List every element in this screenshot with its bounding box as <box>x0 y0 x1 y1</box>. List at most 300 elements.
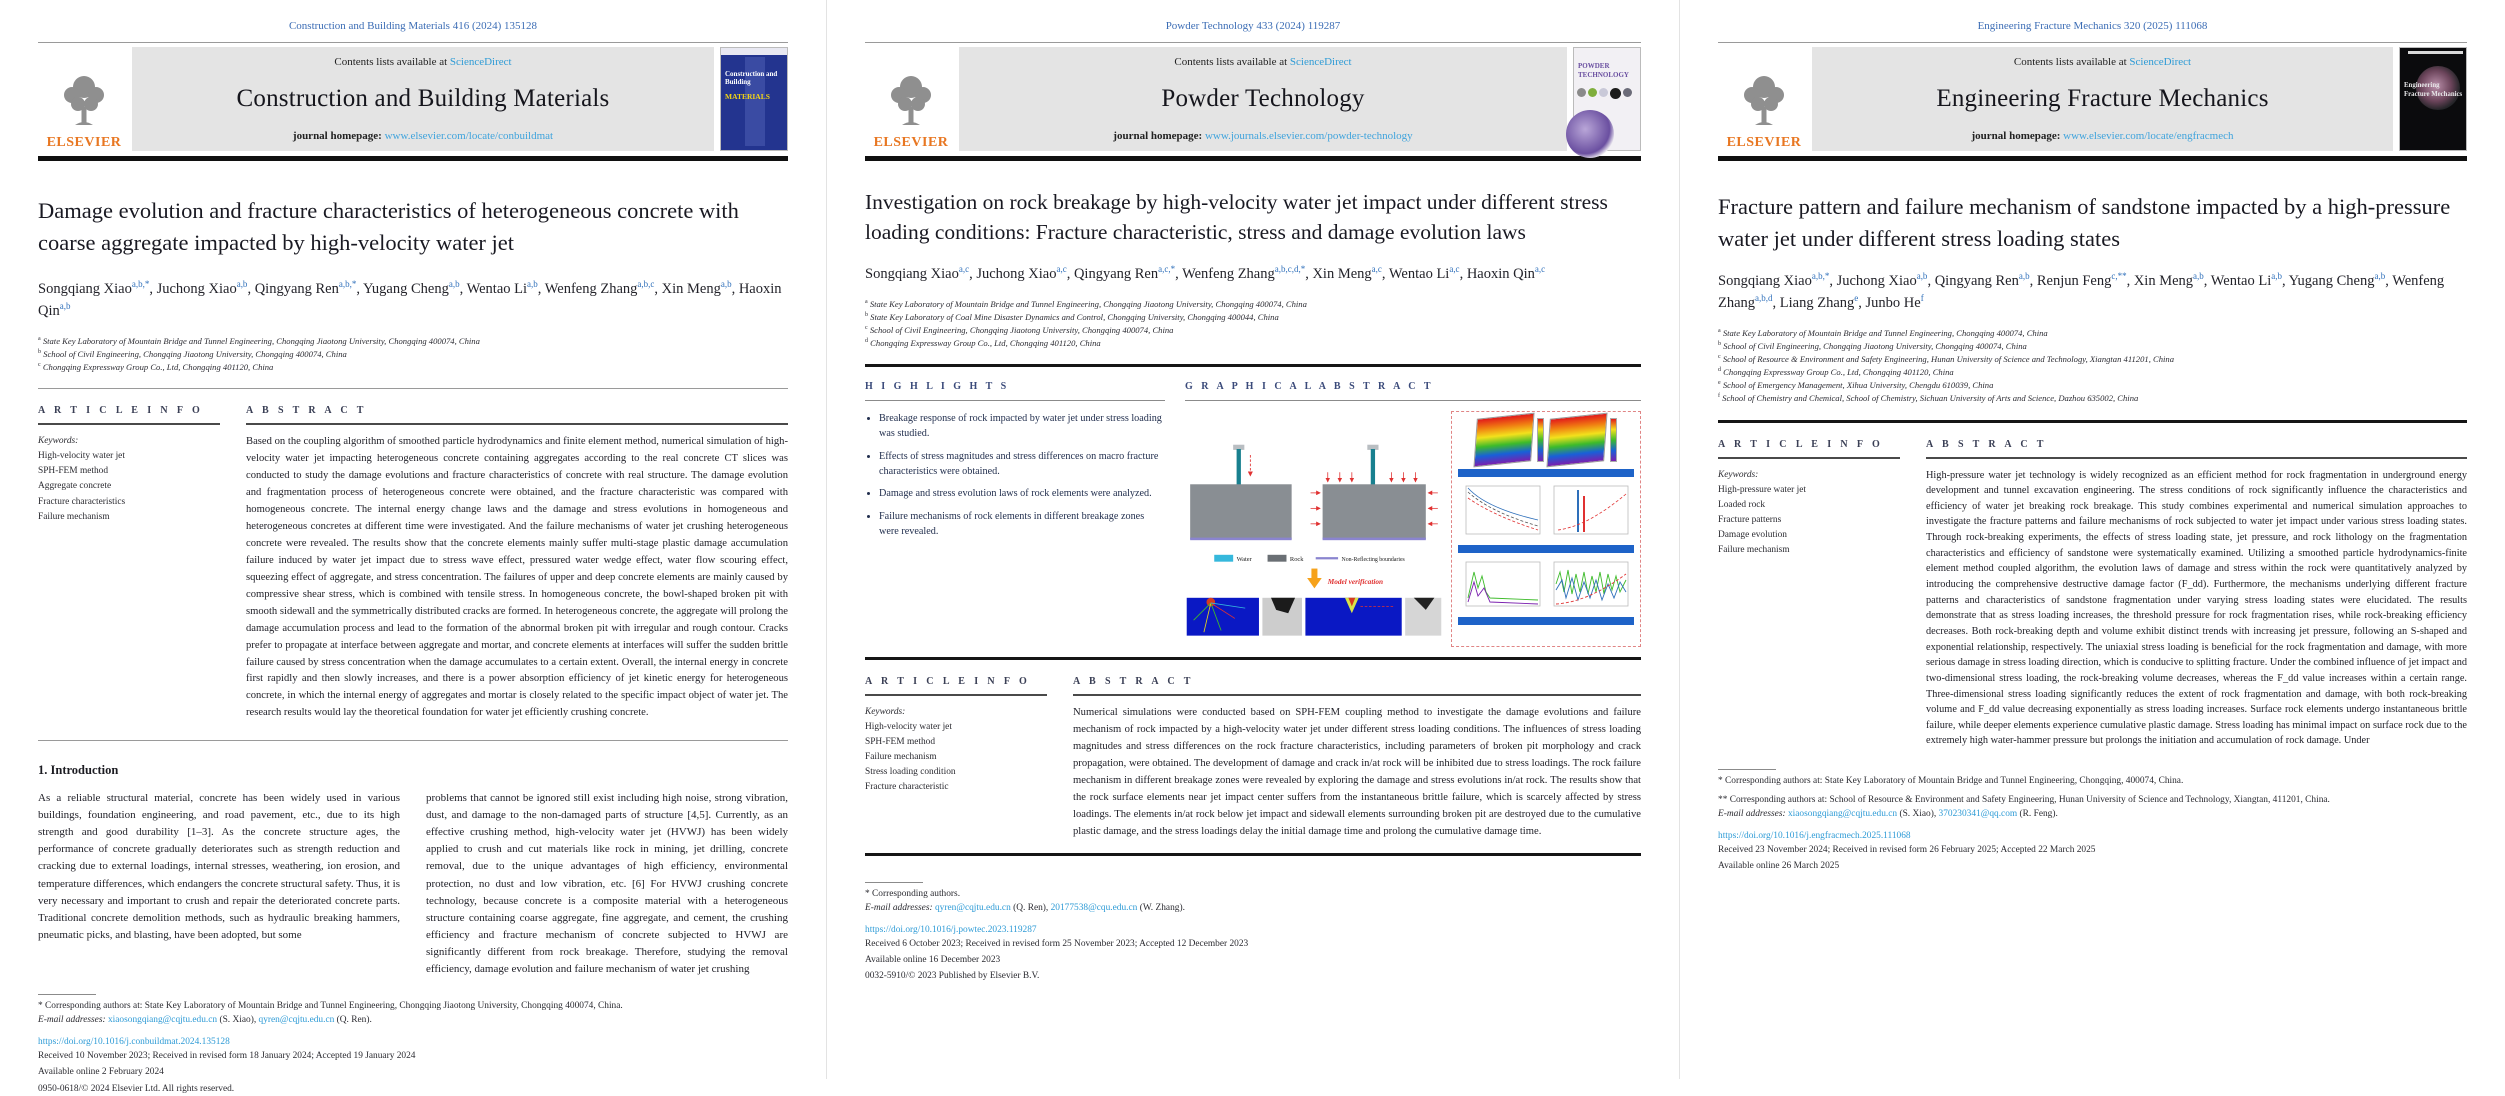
affiliation-text: Chongqing Expressway Group Co., Ltd, Chongqing 401120, China <box>870 337 1101 348</box>
cover-particle-row <box>1577 88 1632 99</box>
author-name: Junbo He <box>1865 295 1921 312</box>
highlight-item: • Failure mechanisms of rock elements in different breakage zones were revealed. <box>879 509 1165 540</box>
corresponding-author-note: * Corresponding authors at: State Key Laboratory of Mountain Bridge and Tunnel Engineering, Chongqing Jiaotong University, Chongqing 400074, China. <box>38 1000 623 1011</box>
abstract-heading: A B S T R A C T <box>246 405 367 417</box>
section-divider <box>38 740 788 741</box>
paper-page-conbuildmat <box>0 0 826 1094</box>
keywords-list <box>38 449 220 524</box>
keyword: Failure mechanism <box>38 511 110 522</box>
elsevier-wordmark: ELSEVIER <box>46 135 122 150</box>
available-online: Available online 2 February 2024 <box>38 1067 164 1078</box>
footnote-notes <box>38 999 788 1014</box>
article-info-abstract-row <box>865 676 1641 841</box>
author <box>1467 266 1545 282</box>
elsevier-logo <box>1718 45 1810 153</box>
affiliation-text: School of Emergency Management, Xihua University, Chengdu 610039, China <box>1722 380 1994 391</box>
author-affiliation-sup: a,b,* <box>338 279 357 289</box>
line-charts-row <box>1456 482 1636 540</box>
result-charts-panel <box>1451 411 1641 647</box>
legend-water-label: Water <box>1236 555 1252 563</box>
keyword: High-pressure water jet <box>1718 484 1806 495</box>
graphical-abstract-body <box>1185 411 1641 647</box>
keywords-list <box>865 720 1047 795</box>
colorbar <box>1537 418 1544 462</box>
affiliation-text: Chongqing Expressway Group Co., Ltd, Chongqing 401120, China <box>1723 367 1954 378</box>
affiliation-sup: f <box>1718 393 1721 400</box>
abstract-heading: A B S T R A C T <box>1073 676 1194 688</box>
author-affiliation-sup: a,b <box>2374 271 2386 281</box>
author-name: Liang Zhang <box>1779 295 1855 312</box>
keywords-block <box>865 705 1047 795</box>
elsevier-wordmark: ELSEVIER <box>873 135 949 150</box>
email-address-link[interactable]: qyren@cqjtu.edu.cn <box>934 903 1011 914</box>
author <box>2037 273 2134 289</box>
keyword: Loaded rock <box>1718 499 1766 510</box>
keyword: Fracture characteristic <box>865 782 949 793</box>
affiliation-text: State Key Laboratory of Coal Mine Disaster Dynamics and Control, Chongqing University, Chongqing 400044, China <box>870 311 1279 322</box>
email-label: E-mail addresses: <box>38 1015 106 1026</box>
author-affiliation-sup: a,b <box>2193 271 2204 281</box>
author-name: Wenfeng Zhang <box>544 280 638 297</box>
header-top-rule <box>1718 42 2467 43</box>
heavy-divider <box>1718 420 2467 423</box>
header-black-bar <box>1718 156 2467 161</box>
keyword: Failure mechanism <box>1718 544 1790 555</box>
article-title: Investigation on rock breakage by high-velocity water jet impact under different stress loading conditions: Fracture characteristic, stress and damage evolution laws <box>865 190 1608 245</box>
author-affiliation-sup: a,b,* <box>131 279 150 289</box>
issn-copyright: 0950-0618/© 2024 Elsevier Ltd. All rights reserved. <box>38 1083 235 1094</box>
email-address-link[interactable]: xiaosongqiang@cqjtu.edu.cn <box>107 1015 218 1026</box>
stress-history-row <box>1456 558 1636 612</box>
article-info-column <box>38 405 220 722</box>
author <box>976 266 1074 282</box>
journal-cover-thumbnail <box>2399 47 2467 151</box>
footnote-notes <box>1718 774 2467 807</box>
header-top-rule <box>38 42 788 43</box>
abstract-rule <box>1073 694 1641 696</box>
header-gray-box <box>959 47 1567 151</box>
email-part <box>1939 809 2058 819</box>
rainbow-surface-plot <box>1473 413 1534 468</box>
keywords-block <box>38 434 220 524</box>
elsevier-tree-icon <box>55 71 113 133</box>
journal-title: Engineering Fracture Mechanics <box>1936 85 2269 112</box>
affiliation <box>865 298 1641 311</box>
author-name: Wentao Li <box>466 280 528 297</box>
footnote-rule <box>865 882 923 883</box>
highlights-heading: H I G H L I G H T S <box>865 381 1010 393</box>
heavy-divider <box>865 364 1641 367</box>
article-info-heading: A R T I C L E I N F O <box>865 676 1031 688</box>
abstract-column <box>1926 439 2467 750</box>
author-name: Haoxin Qin <box>38 280 782 320</box>
keyword: High-velocity water jet <box>38 451 125 462</box>
article-info-heading: A R T I C L E I N F O <box>38 405 204 417</box>
keyword: Fracture characteristics <box>38 496 126 507</box>
author-affiliation-sup: a,c <box>958 264 970 275</box>
email-owner: (Q. Ren). <box>334 1015 372 1026</box>
introduction-heading: 1. Introduction <box>38 763 119 778</box>
email-address-link[interactable]: 370230341@qq.com <box>1938 809 2018 820</box>
author-affiliation-sup: e <box>1854 293 1859 304</box>
surface-plots-row <box>1456 416 1636 464</box>
author <box>545 281 662 297</box>
journal-cover-thumbnail <box>1573 47 1641 151</box>
intro-column-left: As a reliable structural material, concrete has been widely used in various buildings, foundation engineering, and road pavement, etc., due to its high strength and good durability [1–3]. As the concrete structure ages, the performance of concrete gradually deteriorates such as strength reduction and cracking due to external loadings, internal stresses, weathering, ion erosion, and temperature differences, which endangers the concrete structural safety. Thus, it is very necessary and important to crush and repair the deteriorated concrete parts. Traditional concrete demolition methods, such as hydraulic breaking hammers, pneumatic picks, and blasting, have been adopted, but some <box>38 792 400 941</box>
affiliation-text: State Key Laboratory of Mountain Bridge and Tunnel Engineering, Chongqing Jiaotong University, Chongqing 400074, China <box>42 336 480 347</box>
paper-page-powder-technology <box>826 0 1679 1079</box>
email-address-link[interactable]: 20177538@cqu.edu.cn <box>1050 903 1138 914</box>
author-name: Yugang Cheng <box>363 280 449 297</box>
affiliation-sup: b <box>38 349 42 356</box>
contents-prefix: Contents lists available at <box>1174 56 1288 68</box>
email-part <box>259 1015 372 1025</box>
keyword: SPH-FEM method <box>865 737 936 748</box>
author <box>467 281 545 297</box>
author <box>1935 273 2037 289</box>
keyword: High-velocity water jet <box>865 722 952 733</box>
heavy-divider <box>865 853 1641 856</box>
author <box>865 266 976 282</box>
header-black-bar <box>38 156 788 161</box>
affiliation-text: School of Resource & Environment and Safety Engineering, Hunan University of Science and Technology, Xiangtan 411201, China <box>1722 354 2175 365</box>
author-name: Xin Meng <box>2133 272 2194 289</box>
running-head-citation: Engineering Fracture Mechanics 320 (2025) 111068 <box>1977 20 2208 32</box>
introduction-body <box>38 790 788 978</box>
author-affiliation-sup: a,c,* <box>1158 264 1176 275</box>
homepage-url-link[interactable]: www.journals.elsevier.com/powder-technology <box>1204 130 1413 142</box>
author-name: Haoxin Qin <box>1466 266 1535 283</box>
author-affiliation-sup: a,b,d <box>1755 293 1773 304</box>
email-address-link[interactable]: qyren@cqjtu.edu.cn <box>258 1015 335 1026</box>
model-verification-label: Model verification <box>1327 577 1384 587</box>
affiliation <box>1718 392 2467 405</box>
email-address-link[interactable]: xiaosongqiang@cqjtu.edu.cn <box>1787 809 1898 820</box>
cover-top-band <box>2408 51 2463 54</box>
keyword: Fracture patterns <box>1718 514 1782 525</box>
email-list <box>1788 809 2058 819</box>
cover-title-line1: POWDER <box>1578 62 1610 70</box>
cover-title-line1: Construction and Building <box>725 70 778 87</box>
elsevier-wordmark: ELSEVIER <box>1726 135 1802 150</box>
affiliation <box>865 337 1641 350</box>
email-owner: (S. Xiao), <box>217 1015 259 1026</box>
corresponding-author-note: ** Corresponding authors at: School of Resource & Environment and Safety Engineering, Hunan University of Science and Technology, Xiangtan, 411201, China. <box>1718 794 2330 805</box>
caption-bar <box>1458 469 1634 477</box>
affiliation-sup: a <box>1718 328 1721 335</box>
homepage-label: journal homepage: <box>1113 130 1203 142</box>
email-label: E-mail addresses: <box>865 903 933 914</box>
article-title: Fracture pattern and failure mechanism of sandstone impacted by a high-pressure water jet under different stress loading states <box>1718 194 2451 251</box>
author <box>1389 266 1467 282</box>
running-head-citation: Powder Technology 433 (2024) 119287 <box>1165 20 1341 32</box>
email-label: E-mail addresses: <box>1718 809 1786 820</box>
email-owner: (S. Xiao), <box>1897 809 1939 820</box>
author-affiliation-sup: c,** <box>2111 271 2127 281</box>
article-info-rule <box>1718 457 1900 459</box>
article-info-abstract-row <box>38 405 788 722</box>
author <box>157 281 255 297</box>
decay-curves-chart <box>1460 482 1544 540</box>
keywords-label: Keywords: <box>865 707 906 718</box>
author-affiliation-sup: a,b <box>527 279 538 289</box>
author-affiliation-sup: a,c <box>1371 264 1382 275</box>
received-dates: Received 10 November 2023; Received in revised form 18 January 2024; Accepted 19 January 2024 <box>38 1051 416 1062</box>
affiliation-sup: b <box>1718 341 1722 348</box>
email-part <box>108 1015 259 1025</box>
author <box>1182 266 1312 282</box>
caption-bar <box>1458 617 1634 625</box>
author-name: Qingyang Ren <box>254 280 339 297</box>
rainbow-surface-plot <box>1546 413 1607 468</box>
keywords-label: Keywords: <box>38 436 79 447</box>
author <box>38 281 157 297</box>
keywords-block <box>1718 468 1900 558</box>
author-name: Qingyang Ren <box>1073 266 1159 283</box>
abstract-column <box>1073 676 1641 841</box>
journal-cover-thumbnail <box>720 47 788 151</box>
affiliation <box>38 348 788 361</box>
cover-title-line2: TECHNOLOGY <box>1578 71 1629 79</box>
author-name: Yugang Cheng <box>2288 272 2375 289</box>
affiliation <box>1718 327 2467 340</box>
author-name: Qingyang Ren <box>1934 272 2019 289</box>
author-list <box>865 263 1641 286</box>
header-top-rule <box>865 42 1641 43</box>
affiliation-sup: d <box>865 338 869 345</box>
author-name: Wentao Li <box>1388 266 1450 283</box>
email-owner: (Q. Ren), <box>1010 903 1051 914</box>
affiliation-text: State Key Laboratory of Mountain Bridge and Tunnel Engineering, Chongqing 400074, China <box>1722 328 2048 339</box>
affiliation-sup: c <box>865 325 868 332</box>
colorbar <box>1610 418 1617 462</box>
cover-title-line1: Engineering <box>2404 82 2440 89</box>
author <box>2211 273 2289 289</box>
keyword: Aggregate concrete <box>38 481 112 492</box>
header-gray-box <box>1812 47 2393 151</box>
highlight-item: • Effects of stress magnitudes and stress differences on macro fracture characteristics were obtained. <box>879 449 1165 480</box>
author <box>1837 273 1935 289</box>
cover-crystal-image <box>1566 110 1614 158</box>
author-name: Xin Meng <box>661 280 721 297</box>
author-name: Songqiang Xiao <box>865 266 959 283</box>
author-list <box>1718 270 2467 315</box>
affiliation <box>1718 366 2467 379</box>
email-part <box>1051 903 1185 913</box>
affiliation-sup: a <box>865 298 868 305</box>
author-affiliation-sup: a,b,* <box>1811 271 1830 281</box>
author <box>2289 273 2393 289</box>
affiliation-text: School of Civil Engineering, Chongqing Jiaotong University, Chongqing 400074, China <box>1723 341 2027 352</box>
journal-title: Powder Technology <box>1161 85 1365 112</box>
affiliation-sup: c <box>38 362 41 369</box>
author-affiliation-sup: a,c <box>1056 264 1067 275</box>
keywords-label: Keywords: <box>1718 469 1759 480</box>
journal-header <box>38 45 788 153</box>
legend-rock-label: Rock <box>1289 555 1304 563</box>
author-affiliation-sup: a,b,c <box>637 279 655 289</box>
highlight-item: • Breakage response of rock impacted by water jet under stress loading was studied. <box>879 411 1165 442</box>
issn-copyright: 0032-5910/© 2023 Published by Elsevier B.V. <box>865 971 1040 982</box>
author-list <box>38 278 788 323</box>
affiliation <box>38 335 788 348</box>
sciencedirect-link[interactable]: ScienceDirect <box>449 56 512 68</box>
author-name: Wentao Li <box>2210 272 2272 289</box>
author-name: Juchong Xiao <box>976 266 1057 283</box>
affiliation-sup: d <box>1718 367 1722 374</box>
author-name: Songqiang Xiao <box>1718 272 1812 289</box>
header-gray-box <box>132 47 714 151</box>
abstract-heading: A B S T R A C T <box>1926 438 2047 450</box>
jet-impact-schematic <box>1185 411 1443 647</box>
author <box>363 281 467 297</box>
doi-link[interactable]: https://doi.org/10.1016/j.engfracmech.2025.111068 <box>1718 831 1911 842</box>
corresponding-author-note: * Corresponding authors. <box>865 888 961 899</box>
author-affiliation-sup: a,b,c,d,* <box>1274 264 1306 275</box>
homepage-line <box>138 130 708 142</box>
affiliation-text: School of Civil Engineering, Chongqing Jiaotong University, Chongqing 400074, China <box>869 324 1174 335</box>
affiliation <box>1718 353 2467 366</box>
heavy-divider <box>865 657 1641 660</box>
affiliation-list <box>1718 327 2467 405</box>
contents-line <box>965 56 1561 68</box>
corresponding-author-note: * Corresponding authors at: State Key Laboratory of Mountain Bridge and Tunnel Engineering, Chongqing, 400074, China. <box>1718 776 2184 787</box>
email-line <box>38 1015 788 1025</box>
author-affiliation-sup: a,b <box>2271 271 2282 281</box>
author-name: Juchong Xiao <box>156 280 237 297</box>
author-name: Songqiang Xiao <box>38 280 132 297</box>
received-dates: Received 23 November 2024; Received in revised form 26 February 2025; Accepted 22 March 2025 <box>1718 845 2096 856</box>
article-info-column <box>865 676 1047 841</box>
bar-scatter-chart <box>1548 482 1632 540</box>
header-black-bar <box>865 156 1641 161</box>
affiliation-list <box>865 298 1641 350</box>
graphical-abstract-rule <box>1185 400 1641 401</box>
highlights-rule <box>865 400 1165 401</box>
article-info-column <box>1718 439 1900 750</box>
email-owner: (W. Zhang). <box>1137 903 1185 914</box>
stress-oscillation-chart <box>1548 558 1632 612</box>
author-affiliation-sup: a,b <box>720 279 732 289</box>
homepage-url-link[interactable]: www.elsevier.com/locate/conbuildmat <box>384 130 554 142</box>
damage-history-chart <box>1460 558 1544 612</box>
author-name: Renjun Feng <box>2036 272 2112 289</box>
keyword: Stress loading condition <box>865 767 956 778</box>
homepage-url-link[interactable]: www.elsevier.com/locate/engfracmech <box>2063 130 2234 142</box>
author <box>1074 266 1182 282</box>
contents-prefix: Contents lists available at <box>334 56 448 68</box>
elsevier-tree-icon <box>1735 71 1793 133</box>
email-line <box>865 903 1641 913</box>
highlights-list <box>865 411 1165 539</box>
footnote-rule <box>38 994 96 995</box>
intro-column-right: problems that cannot be ignored still exist including high noise, strong vibration, dust, and damage to the non-damaged parts of structure [4,5]. Currently, as an effective crushing method, high-velocity water jet (HVWJ) has been widely applied to crush and cut materials like rock in mining, jet drilling, concrete removal, due to the unique advantages of high efficiency, environmental protection, no dust and low vibration, etc. [6] For HVWJ crushing concrete technology, because concrete is a composite material with a heterogeneous structure containing coarse aggregate, fine aggregate, and cement, the crushing efficiency and fracture mechanism of concrete subjected to HVWJ are significantly different from rock breakage. Therefore, studying the removal efficiency, damage evolution and failure mechanism of water jet crushing <box>426 792 788 975</box>
author-name: Wenfeng Zhang <box>1182 266 1275 283</box>
available-online: Available online 16 December 2023 <box>865 955 1001 966</box>
affiliation <box>865 324 1641 337</box>
footnote-rule <box>1718 769 1776 770</box>
received-dates: Received 6 October 2023; Received in revised form 25 November 2023; Accepted 12 December 2023 <box>865 939 1249 950</box>
homepage-label: journal homepage: <box>1971 130 2061 142</box>
author-affiliation-sup: a,c <box>1449 264 1460 275</box>
sciencedirect-link[interactable]: ScienceDirect <box>2129 56 2192 68</box>
article-info-rule <box>38 423 220 425</box>
email-list <box>108 1015 372 1025</box>
highlights-graphical-abstract-row <box>865 381 1641 647</box>
email-part <box>1788 809 1939 819</box>
author-affiliation-sup: a,b <box>1916 271 1928 281</box>
journal-header <box>865 45 1641 153</box>
author-name: Xin Meng <box>1312 266 1372 283</box>
running-head-citation: Construction and Building Materials 416 (2024) 135128 <box>288 20 538 32</box>
author-affiliation-sup: a,c <box>1534 264 1546 275</box>
author-name: Wenfeng Zhang <box>1718 272 2445 312</box>
article-info-abstract-row <box>1718 439 2467 750</box>
author <box>662 281 739 297</box>
keyword: Damage evolution <box>1718 529 1787 540</box>
affiliation-text: Chongqing Expressway Group Co., Ltd, Chongqing 401120, China <box>42 362 274 373</box>
affiliation-sup: e <box>1718 380 1721 387</box>
author <box>2134 273 2211 289</box>
affiliation-sup: b <box>865 311 869 318</box>
article-title: Damage evolution and fracture characteristics of heterogeneous concrete with coarse aggregate impacted by high-velocity water jet <box>38 198 739 255</box>
keyword: Failure mechanism <box>865 752 937 763</box>
graphical-abstract-heading: G R A P H I C A L A B S T R A C T <box>1185 381 1434 393</box>
author-affiliation-sup: a,b <box>236 279 248 289</box>
highlights-column <box>865 381 1165 647</box>
homepage-line <box>965 130 1561 142</box>
author <box>1718 273 1837 289</box>
elsevier-logo <box>38 45 130 153</box>
email-line <box>1718 809 2467 819</box>
affiliation-sup: c <box>1718 354 1721 361</box>
contents-prefix: Contents lists available at <box>2013 56 2127 68</box>
journal-title: Construction and Building Materials <box>236 85 610 112</box>
abstract-text: Numerical simulations were conducted based on SPH-FEM coupling method to investigate the damage evolutions and failure mechanism of rock impacted by a high-velocity water jet under different stress loading conditions. The influences of stress loading magnitudes and stress differences on the rock fracture characteristics, including parameters of broken pit morphology and crack propagation, were obtained. The development of damage and crack in/at rock will be inhibited due to stress loadings. The rock failure mechanism in different breakage zones were revealed by exploring the damage and stress evolutions in/at rock. The results show that the rock surface elements near jet impact center suffers from the instantaneous brittle failure, which is scarcely affected by stress loadings. The elements in/at rock below jet impact and sidewall elements surrounding broken pit are destroyed due to the cumulative plastic damage, and the stress loadings delay the initial damage time and prolong the cumulative damage time. <box>1073 707 1641 837</box>
affiliation <box>1718 379 2467 392</box>
abstract-rule <box>1926 457 2467 459</box>
graphical-abstract-column <box>1185 381 1641 647</box>
affiliation <box>1718 340 2467 353</box>
available-online: Available online 26 March 2025 <box>1718 861 1840 872</box>
affiliation-list <box>38 335 788 374</box>
article-info-rule <box>865 694 1047 696</box>
sciencedirect-link[interactable]: ScienceDirect <box>1289 56 1352 68</box>
journal-header <box>1718 45 2467 153</box>
cover-title-line2: MATERIALS <box>725 92 770 101</box>
author <box>1312 266 1388 282</box>
contents-line <box>138 56 708 68</box>
doi-link[interactable]: https://doi.org/10.1016/j.powtec.2023.119287 <box>865 925 1037 936</box>
cover-title-line2: Fracture Mechanics <box>2404 91 2463 98</box>
doi-link[interactable]: https://doi.org/10.1016/j.conbuildmat.2024.135128 <box>38 1037 230 1048</box>
affiliation-text: School of Civil Engineering, Chongqing Jiaotong University, Chongqing 400074, China <box>43 349 347 360</box>
affiliation-text: State Key Laboratory of Mountain Bridge and Tunnel Engineering, Chongqing Jiaotong University, Chongqing 400074, China <box>869 298 1307 309</box>
abstract-text: High-pressure water jet technology is widely recognized as an efficient method for rock fragmentation in underground energy development and tunnel excavation engineering. The stress conditions of rock significantly influence the characteristics and efficiency of water jet breaking rock breakage. This study combines experimental and numerical simulation approaches to investigate the fracture patterns and failure mechanisms of rock subjected to water jet impact under various stress loading states. Through rock-breaking experiments, the effects of stress loading state, jet pressure, and rock lithology on the fragmentation characteristics and efficiency of sandstone were systematically examined. Utilizing a smoothed particle hydrodynamics-finite element method coupled algorithm, the evolution laws of damage and stress within the rock were quantitatively analyzed by introducing the comprehensive destructive damage factor (F_dd). Furthermore, the mechanisms underlying different fracture patterns and characteristics of sandstone fragmentation under varying stress loading states were elucidated. The results demonstrate that as stress loading increases, the threshold pressure for rock fragmentation rises, while rock-breaking efficiency decreases. Both rock-breaking depth and volume exhibit distinct trends with increasing jet pressure, following an S-shaped and exponential relationship, respectively. The uniaxial stress loading is beneficial for the rock fragmentation and damage, with more serious damage in stress loading direction, which is conducive to splitting fracture. Under the combined influence of jet impact and two-dimensional stress loading, the rock-breaking volume decreases, whereas the F_dd value increases within a certain range. Three-dimensional stress loading significantly reduces the extent of rock fragmentation and damage, with both rock-breaking volume and F_dd value decreasing exponentially as stress loading increases. Surface rock elements undergo instantaneous brittle failure, while deeper elements experience cumulative plastic damage. Stress loading has minimal impact on surface rock due to the extremely high water-hammer pressure but prolongs the initiation and accumulation of rock damage. Under <box>1926 469 2467 747</box>
paper-page-engfracmech <box>1679 0 2505 1079</box>
homepage-line <box>1818 130 2387 142</box>
abstract-column <box>246 405 788 722</box>
affiliation <box>38 361 788 374</box>
elsevier-logo <box>865 45 957 153</box>
caption-bar <box>1458 545 1634 553</box>
abstract-text: Based on the coupling algorithm of smoothed particle hydrodynamics and finite element method, numerical simulation of high-velocity water jet impacting heterogeneous concrete containing aggregates according to the real concrete CT slices was conducted to study the damage evolutions and fracture characteristics of concrete with real structure. The damage evolution and fragmentation process of heterogeneous concrete were obtained, and the fracture characteristic was compared with homogeneous concrete. The internal energy change laws and the damage and stress evolutions in homogeneous and heterogeneous concretes at different time were investigated. And the failure mechanisms of water jet crushing heterogeneous concrete were revealed. The results show that the concrete elements mainly suffer multi-stage plastic damage accumulation failure induced by water jet impact due to stress wave effect, pressured water wedge effect, water flow scouring effect, squeezing effect of aggregate, and stress concentration. The failures of upper and deep concrete elements are mainly caused by compressive shear stress, which is combined with tensile stress. In homogeneous concrete, the bowl-shaped broken pit with smooth sidewall and the symmetrically distributed cracks are formed. In heterogeneous concrete, the aggregate will prolong the damage accumulation process and lead to the formation of the abnormal broken pit with irregular and rough contour. Cracks prefer to propagate at interface between aggregate and mortar, and concrete elements at interfaces will suffer the sudden brittle failure caused by stress concentration when the damage accumulates to a certain extent. Overall, the internal energy in concrete first rapidly and then slowly increases, and there is a power absorption efficiency of jet kinetic energy for heterogeneous concrete, in which the internal energy of aggregates and mortar is closely related to the specific impact object of water jet. The research results would lay the theoretical foundation for water jet efficiently crushing concrete. <box>246 436 788 719</box>
author <box>255 281 363 297</box>
footnote-notes <box>865 887 1641 902</box>
legend-boundary-label: Non-Reflecting boundaries <box>1341 556 1405 563</box>
divider-rule <box>38 388 788 389</box>
article-info-heading: A R T I C L E I N F O <box>1718 438 1884 450</box>
